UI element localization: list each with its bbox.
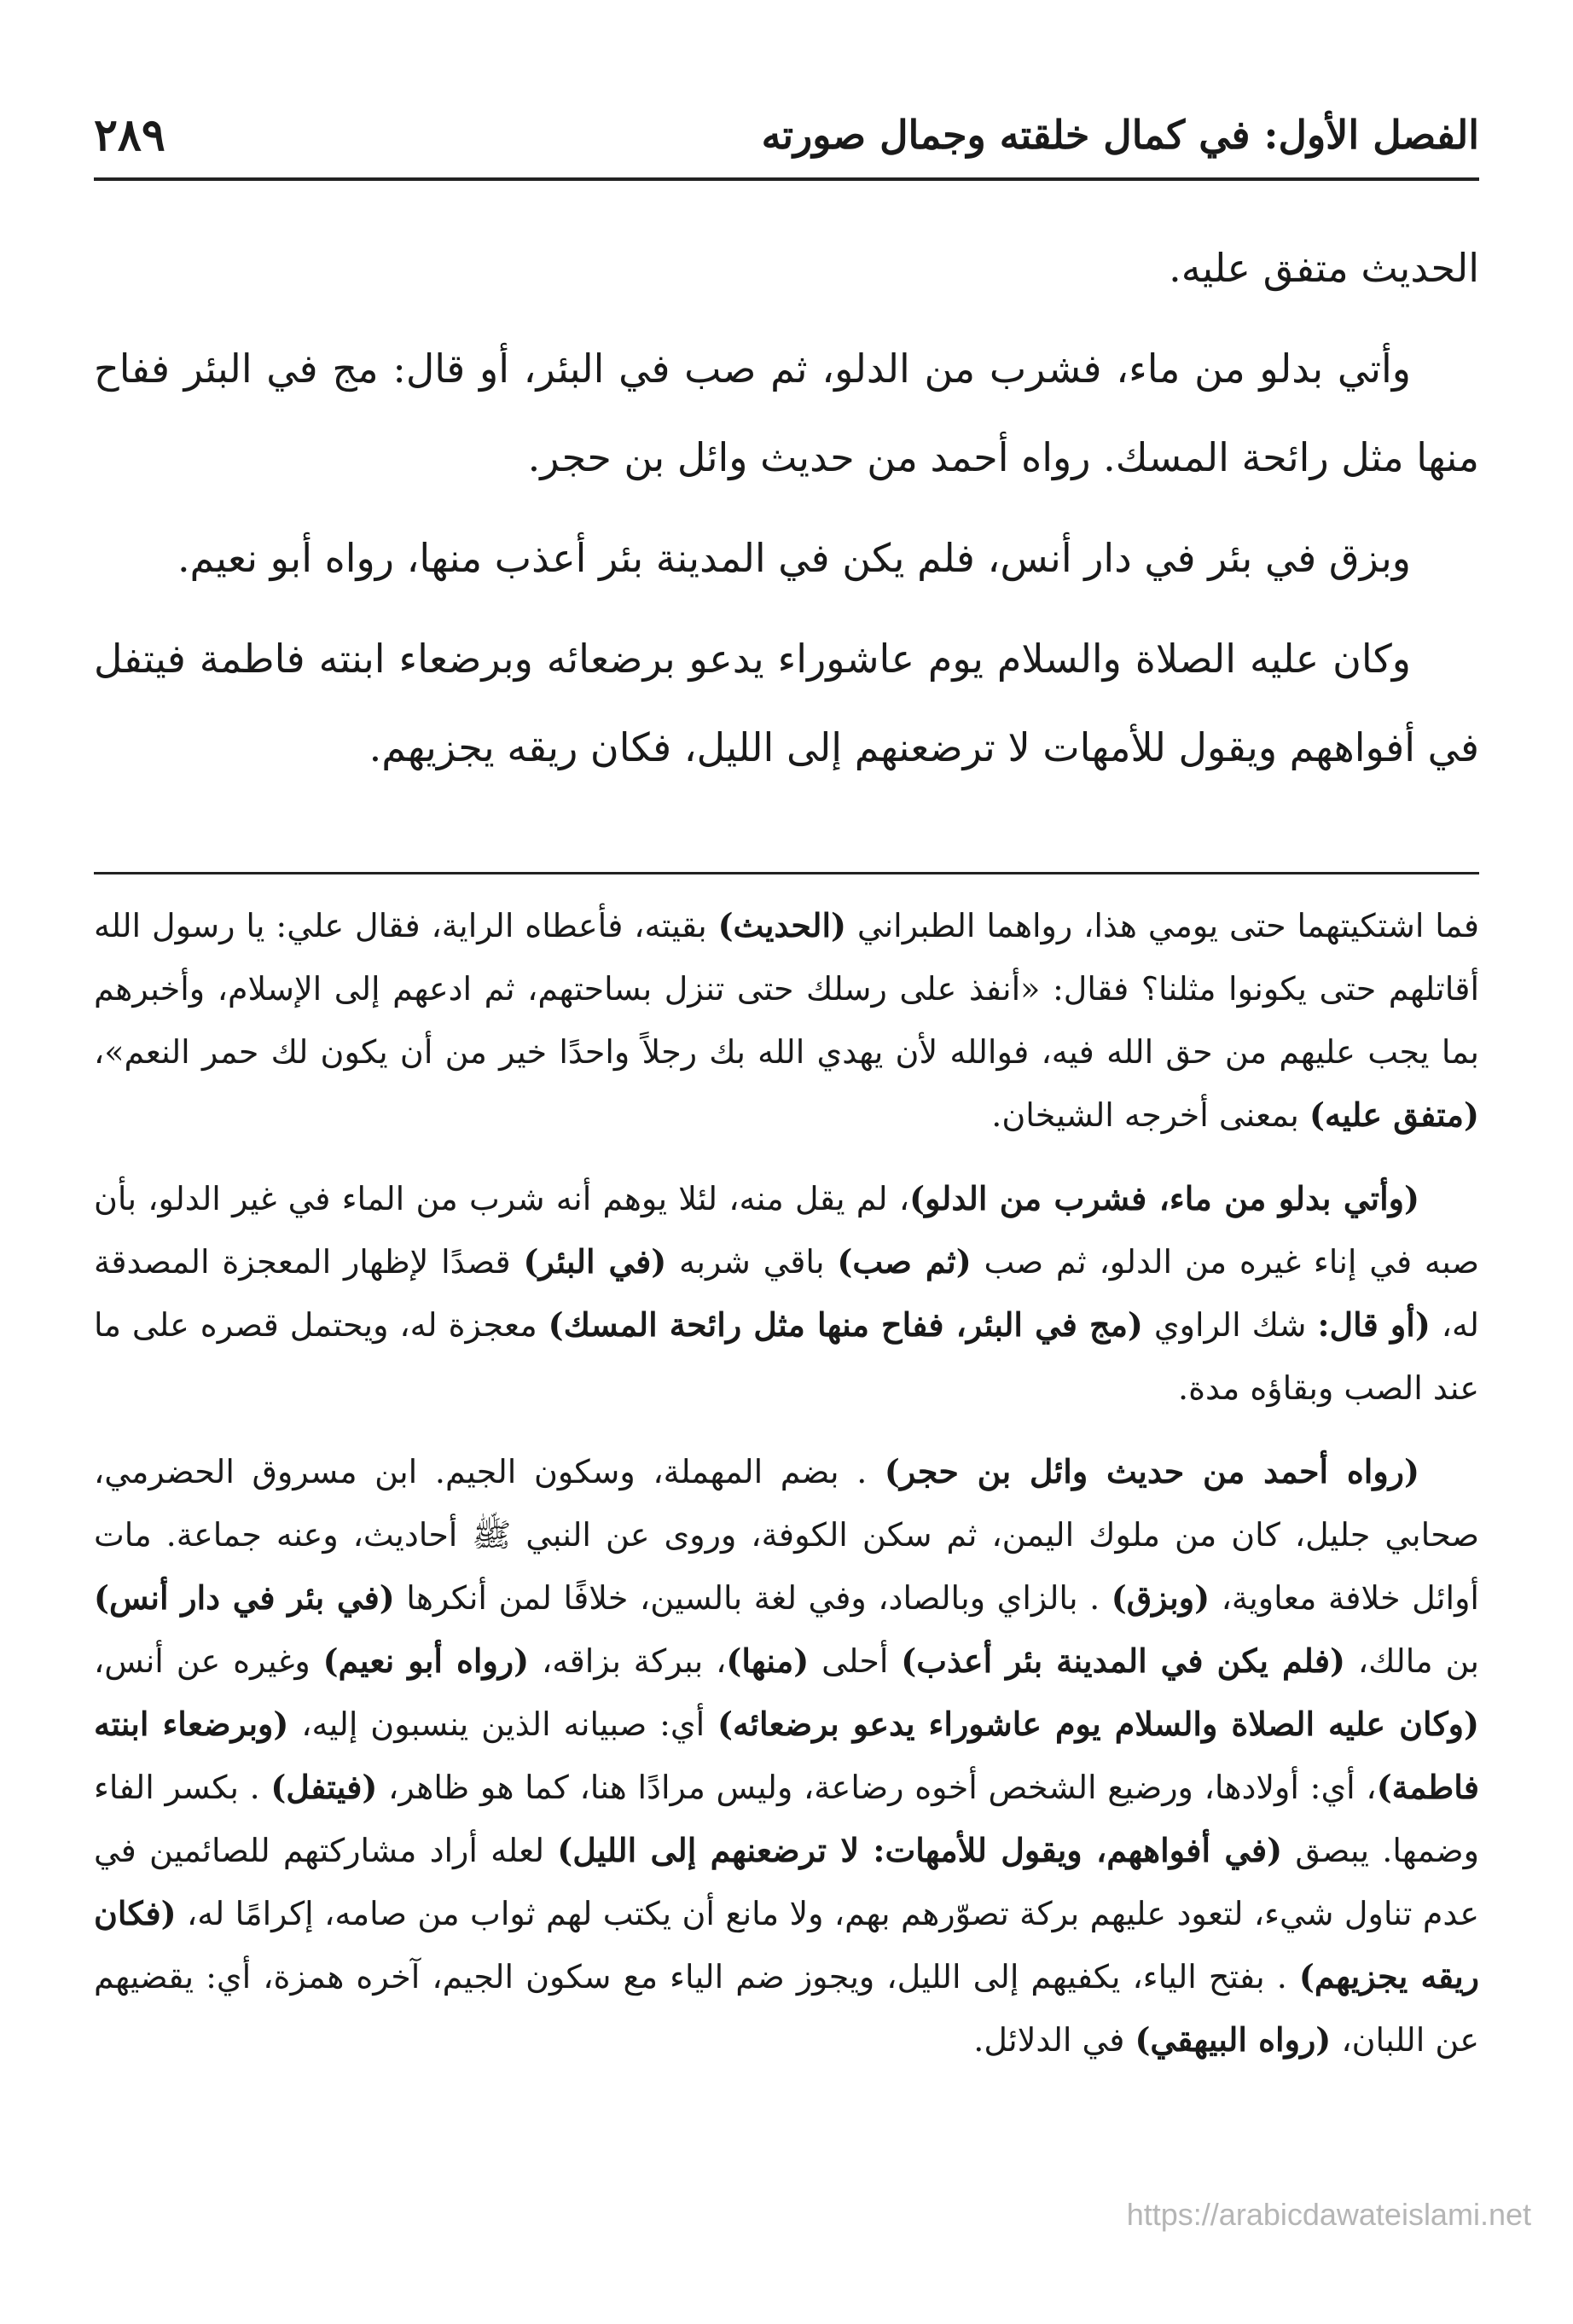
quoted-phrase: (وبزق) [1111, 1578, 1210, 1617]
quoted-phrase: (في البئر) [523, 1242, 667, 1281]
footnote-divider [94, 872, 1479, 874]
quoted-phrase: (متفق عليه) [1309, 1095, 1479, 1134]
commentary-paragraph-3 [94, 1440, 1479, 2071]
text-run: أحلى [809, 1642, 902, 1680]
quoted-phrase: (أو قال: [1317, 1305, 1431, 1344]
text-run: بن مالك، [1345, 1642, 1480, 1680]
text-run: بقيته، فأعطاه الراية، فقال علي: يا رسول الله أقاتلهم حتى يكونوا مثلنا؟ فقال: «أنفذ على رسلك حتى تنزل بساحتهم، ثم ادعهم إلى الإسلام، وأخبرهم بما يجب عليهم من حق الله فيه، فوالله لأن يهدي الله بك رجلاً واحدًا خير من أن يكون لك حمر النعم»، [94, 907, 1479, 1071]
text-run: معجزة له، ويحتمل قصره على ما عند الصب وبقاؤه مدة. [94, 1306, 1479, 1407]
chapter-title: الفصل الأول: في كمال خلقته وجمال صورته [761, 112, 1479, 158]
quoted-phrase: (الحديث) [717, 906, 847, 944]
commentary-paragraph-1 [94, 894, 1479, 1147]
text-run: . بكسر الفاء وضمها. يبصق [94, 1769, 1479, 1869]
main-paragraph-1: الحديث متفق عليه. [1169, 245, 1479, 291]
text-run: لعله أراد مشاركتهم للصائمين في عدم تناول شيء، لتعود عليهم بركة تصوّرهم بهم، ولا مانع أن يكتب لهم ثواب من صامه، إكرامًا له، [94, 1832, 1479, 1932]
quoted-phrase: (فلم يكن في المدينة بئر أعذب) [901, 1641, 1345, 1680]
text-run: باقي شربه [666, 1243, 838, 1281]
quoted-phrase: (وكان عليه الصلاة والسلام يوم عاشوراء يدعو برضعائه) [717, 1705, 1479, 1743]
quoted-phrase: (وأتي بدلو من ماء، فشرب من الدلو) [909, 1179, 1419, 1217]
text-run: . بفتح الياء، يكفيهم إلى الليل، ويجوز ضم الياء مع سكون الجيم، آخره همزة، أي: يقضيهم عن اللبان، [94, 1958, 1479, 2059]
text-run: قصدًا لإظهار المعجزة المصدقة له، [94, 1243, 1480, 1344]
text-run: بمعنى أخرجه الشيخان. [991, 1096, 1309, 1134]
commentary-paragraph-2 [94, 1167, 1479, 1420]
page-header [94, 101, 1479, 169]
text-run: . بضم المهملة، وسكون الجيم. ابن مسروق الحضرمي، صحابي جليل، كان من ملوك اليمن، ثم سكن الكوفة، وروى عن النبي ﷺ أحاديث، وعنه جماعة. مات أوائل خلافة معاوية، [94, 1453, 1479, 1617]
text-run: ، أي: أولادها، ورضيع الشخص أخوه رضاعة، وليس مرادًا هنا، كما هو ظاهر، [377, 1769, 1377, 1806]
quoted-phrase: (منها) [726, 1641, 810, 1680]
text-run: ، لم يقل منه، لئلا يوهم أنه شرب من الماء في غير الدلو، بأن صبه في إناء غيره من الدلو، ثم صب [94, 1180, 1479, 1281]
header-divider [94, 177, 1479, 181]
quoted-phrase: (فكان ريقه يجزيهم) [94, 1894, 1479, 1996]
quoted-phrase: (في أفواههم، ويقول للأمهات: لا ترضعنهم إلى الليل) [557, 1831, 1283, 1869]
source-watermark: https://arabicdawateislami.net [1126, 2197, 1531, 2232]
main-text [94, 224, 1479, 804]
quoted-phrase: (رواه أحمد من حديث وائل بن حجر) [884, 1452, 1420, 1490]
commentary-text [94, 894, 1479, 2092]
quoted-phrase: (ثم صب) [837, 1242, 972, 1281]
quoted-phrase: (فيتفل) [270, 1768, 378, 1806]
text-run: في الدلائل. [973, 2021, 1135, 2059]
text-run: . بالزاي وبالصاد، وفي لغة بالسين، خلافًا لمن أنكرها [394, 1579, 1112, 1617]
text-run: أي: صبيانه الذين ينسبون إليه، [288, 1705, 718, 1743]
main-paragraph-2: وأتي بدلو من ماء، فشرب من الدلو، ثم صب في البئر، أو قال: مج في البئر ففاح منها مثل رائحة المسك. رواه أحمد من حديث وائل بن حجر. [94, 346, 1479, 480]
text-run: فما اشتكيتهما حتى يومي هذا، رواهما الطبراني [846, 907, 1479, 944]
text-run: شك الراوي [1142, 1306, 1318, 1344]
main-paragraph-3: وبزق في بئر في دار أنس، فلم يكن في المدينة بئر أعذب منها، رواه أبو نعيم. [177, 535, 1411, 581]
quoted-phrase: (مج في البئر، ففاح منها مثل رائحة المسك) [548, 1305, 1143, 1344]
quoted-phrase: (رواه أبو نعيم) [322, 1641, 530, 1680]
page-number: ٢٨٩ [94, 108, 165, 161]
quoted-phrase: (وبرضعاء ابنته فاطمة) [94, 1705, 1479, 1806]
quoted-phrase: (رواه البيهقي) [1135, 2020, 1332, 2059]
quoted-phrase: (في بئر في دار أنس) [94, 1578, 395, 1617]
main-paragraph-4: وكان عليه الصلاة والسلام يوم عاشوراء يدعو برضعائه وبرضعاء ابنته فاطمة فيتفل في أفواههم ويقول للأمهات لا ترضعنهم إلى الليل، فكان ريقه يجزيهم. [94, 636, 1479, 770]
text-run: ، ببركة بزاقه، [529, 1642, 727, 1680]
text-run: وغيره عن أنس، [94, 1642, 323, 1680]
